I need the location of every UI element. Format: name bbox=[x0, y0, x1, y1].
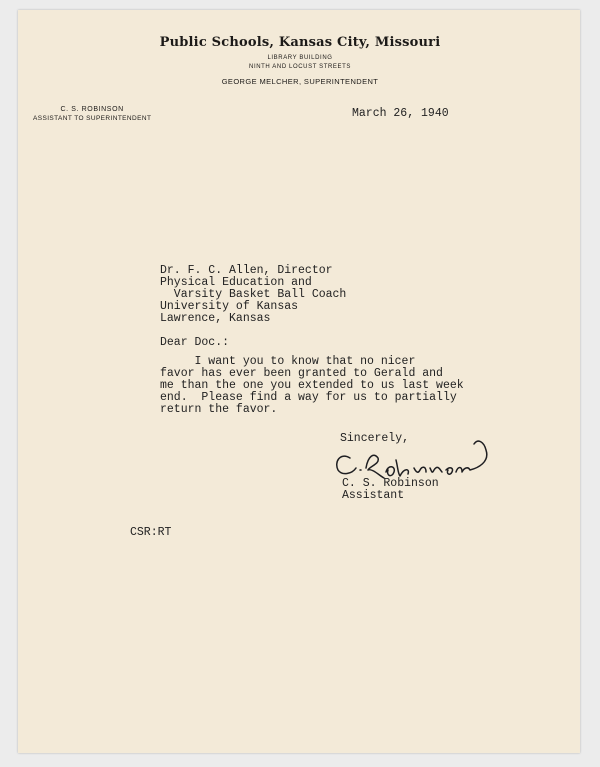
signer-title: Assistant bbox=[342, 489, 405, 502]
address-line: Physical Education and bbox=[160, 276, 312, 289]
letterhead-superintendent: GEORGE MELCHER, SUPERINTENDENT bbox=[221, 77, 379, 86]
body-line: return the favor. bbox=[160, 403, 278, 416]
body-line: I want you to know that no nicer bbox=[160, 355, 416, 368]
signer-name: C. S. Robinson bbox=[342, 477, 439, 490]
letterhead-building: LIBRARY BUILDING bbox=[267, 55, 333, 61]
body-line: me than the one you extended to us last week bbox=[160, 379, 464, 392]
salutation: Dear Doc.: bbox=[160, 336, 230, 349]
reference-initials: CSR:RT bbox=[130, 526, 172, 539]
body-line: favor has ever been granted to Gerald and bbox=[160, 367, 443, 380]
letter-date: March 26, 1940 bbox=[352, 107, 449, 120]
address-line: University of Kansas bbox=[160, 300, 299, 313]
sender-block bbox=[33, 106, 151, 122]
address-line: Dr. F. C. Allen, Director bbox=[160, 264, 333, 277]
sender-name: C. S. ROBINSON bbox=[60, 106, 124, 113]
body-line: end. Please find a way for us to partially bbox=[160, 391, 457, 404]
sender-title: ASSISTANT TO SUPERINTENDENT bbox=[33, 115, 152, 122]
closing: Sincerely, bbox=[340, 432, 410, 445]
address-line: Varsity Basket Ball Coach bbox=[160, 288, 347, 301]
letterhead-address: NINTH AND LOCUST STREETS bbox=[249, 64, 351, 70]
address-line: Lawrence, Kansas bbox=[160, 312, 271, 325]
letterhead-title: Public Schools, Kansas City, Missouri bbox=[159, 35, 441, 50]
